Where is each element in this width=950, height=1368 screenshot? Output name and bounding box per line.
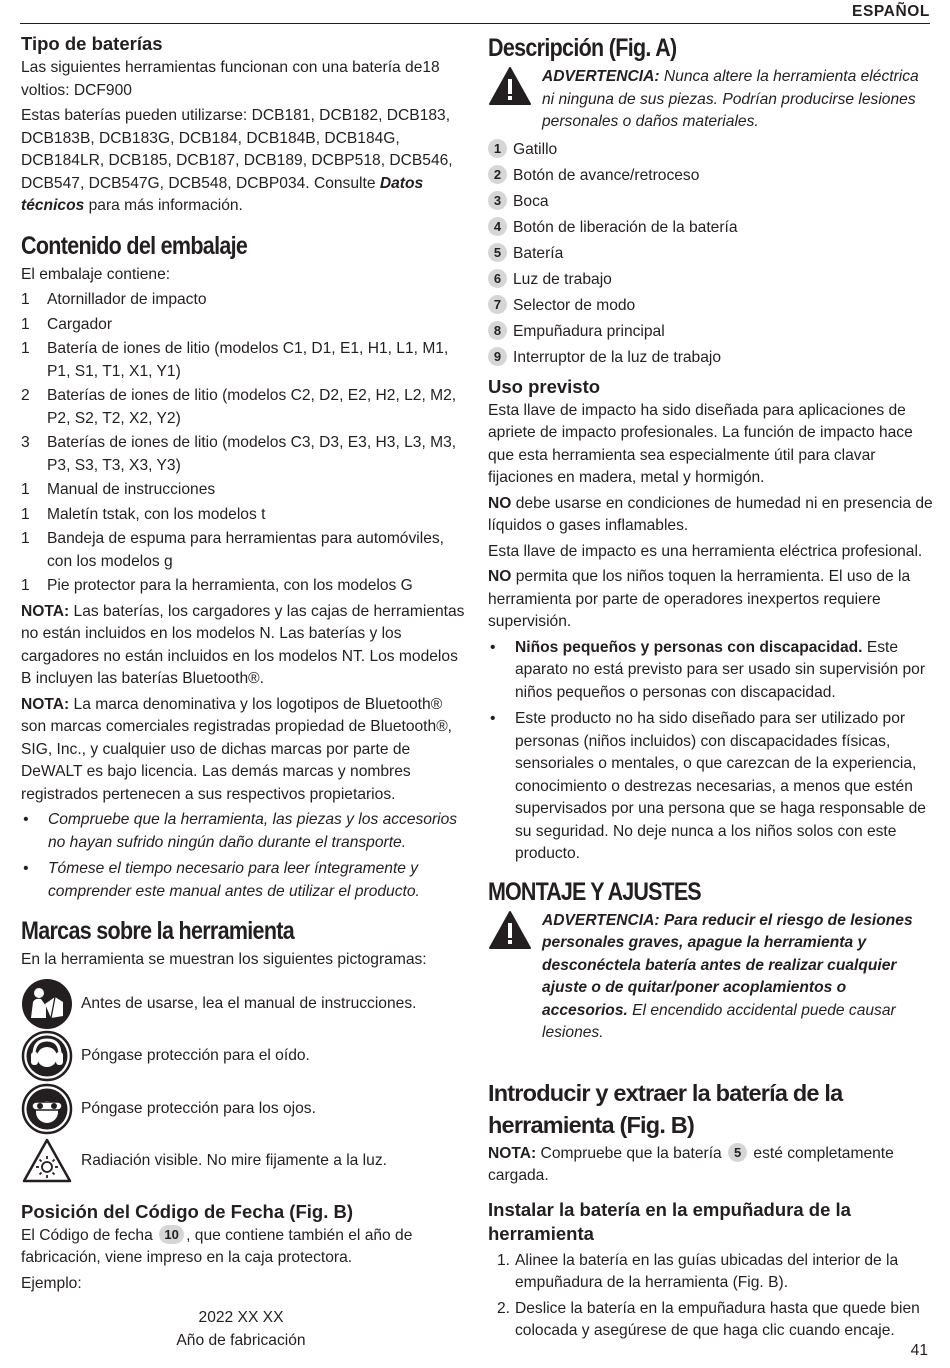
date-code-example — [21, 1307, 461, 1352]
date-code-title: Posición del Código de Fecha (Fig. B) — [21, 1200, 353, 1222]
left-column — [21, 32, 466, 1352]
markings-title: Marcas sobre la herramienta — [21, 917, 295, 945]
battery-types-p1: Las siguientes herramientas funcionan con una batería de18 voltios: DCF900 — [21, 59, 440, 99]
list-item: 1 Batería de iones de litio (modelos C1, D1, E1, H1, L1, M1, P1, S1, T1, X1, Y1) — [21, 340, 449, 380]
warning-icon — [488, 66, 532, 106]
intended-use-bullets — [488, 637, 933, 866]
battery-badge: 5 — [728, 1143, 747, 1162]
list-item: 4 Botón de liberación de la batería — [488, 215, 933, 241]
date-code-badge: 10 — [159, 1225, 184, 1244]
read-manual-icon — [21, 978, 73, 1030]
language-label: ESPAÑOL — [852, 3, 930, 20]
list-item: 1 Manual de instrucciones — [21, 481, 216, 498]
warning-icon — [488, 910, 532, 950]
list-item: 2. Deslice la batería en la empuñadura hasta que quede bien colocada y asegúrese de que haga clic cuando encaje. — [497, 1299, 920, 1339]
package-note-1: NOTA: Las baterías, los cargadores y las cajas de herramientas no están incluidos en los modelos N. Las baterías y los cargadores no están incluidos en los modelos NT. Los modelos B incluyen las baterías Bluetooth®. — [21, 602, 465, 687]
list-item: • Niños pequeños y personas con discapacidad. Este aparato no está previsto para ser usado sin supervisión por niños pequeños o personas con discapacidad. — [488, 637, 933, 705]
package-intro: El embalaje contiene: — [21, 265, 171, 283]
assembly-title: MONTAJE Y AJUSTES — [488, 877, 701, 906]
ear-protection-icon — [21, 1030, 73, 1082]
list-item: 3 Boca — [488, 189, 933, 215]
intended-use-p1: Esta llave de impacto ha sido diseñada para aplicaciones de apriete de impacto profesionales. La función de impacto hace que esta herramienta sea especialmente útil para clavar fijaciones en madera, metal y hormigón. — [488, 401, 913, 486]
intended-use-p2: NO debe usarse en condiciones de humedad ni en presencia de líquidos o gases inflamables. — [488, 494, 933, 534]
intended-use-title: Uso previsto — [488, 375, 601, 397]
pictogram-row — [21, 1083, 466, 1136]
assembly-warning: ADVERTENCIA: Para reducir el riesgo de lesiones personales graves, apague la herramienta y desconéctela batería antes de realizar cualquier ajuste o de quitar/poner acoplamientos o accesorios. El encendido accidental puede causar lesiones. — [488, 910, 933, 1045]
list-item: • Tómese el tiempo necesario para leer íntegramente y comprender este manual antes de utilizar el producto. — [21, 858, 466, 903]
pictogram-text: Póngase protección para el oído. — [81, 1047, 310, 1065]
install-steps — [488, 1250, 933, 1343]
example-caption: Año de fabricación — [176, 1331, 306, 1349]
list-item: 1 Bandeja de espuma para herramientas para automóviles, con los modelos g — [21, 530, 445, 570]
list-item: 1 Atornillador de impacto — [21, 291, 207, 308]
intended-use-p3: Esta llave de impacto es una herramienta eléctrica profesional. — [488, 542, 923, 560]
markings-intro: En la herramienta se muestran los siguientes pictogramas: — [21, 951, 427, 968]
package-bullets — [21, 809, 466, 903]
eye-protection-icon — [21, 1083, 73, 1135]
package-list — [21, 289, 466, 598]
tech-data-ref: Datos técnicos — [21, 174, 424, 214]
list-item: 5 Batería — [488, 241, 933, 267]
pictogram-row — [21, 1135, 466, 1188]
right-column — [488, 32, 933, 1346]
list-item: 1 Gatillo — [488, 137, 933, 163]
pictogram-row — [21, 1030, 466, 1083]
list-item: • Compruebe que la herramienta, las piezas y los accesorios no hayan sufrido ningún daño durante el transporte. — [21, 809, 466, 854]
example-label: Ejemplo: — [21, 1274, 82, 1292]
list-item: 6 Luz de trabajo — [488, 267, 933, 293]
list-item: 3 Baterías de iones de litio (modelos C3, D3, E3, H3, L3, M3, P3, S3, T3, X3, Y3) — [21, 434, 457, 474]
header-rule — [20, 0, 930, 24]
list-item: 2 Baterías de iones de litio (modelos C2, D2, E2, H2, L2, M2, P2, S2, T2, X2, Y2) — [21, 387, 457, 427]
package-title: Contenido del embalaje — [21, 231, 248, 260]
description-title: Descripción (Fig. A) — [488, 34, 677, 62]
battery-types-p2: Estas baterías pueden utilizarse: DCB181, DCB182, DCB183, DCB183B, DCB183G, DCB184, DCB184B, DCB184G, DCB184LR, DCB185, DCB187, DCB189, DCBP518, DCB546, DCB547, DCB547G, DCB548, DCBP034. Consulte Datos técnicos para más información. — [21, 107, 453, 214]
list-item: 1. Alinee la batería en las guías ubicadas del interior de la empuñadura de la herramienta (Fig. B). — [497, 1251, 899, 1291]
list-item: 1 Maletín tstak, con los modelos t — [21, 505, 266, 523]
list-item: 8 Empuñadura principal — [488, 319, 933, 345]
list-item: 7 Selector de modo — [488, 293, 933, 319]
pictogram-text: Radiación visible. No mire fijamente a la luz. — [81, 1152, 387, 1170]
visible-radiation-icon — [21, 1135, 73, 1187]
list-item: • Este producto no ha sido diseñado para ser utilizado por personas (niños incluidos) con discapacidades físicas, sensoriales o mentales, o que carezcan de la experiencia, conocimiento o destrezas necesarias, a menos que estén supervisados por una persona que se haga responsable de su seguridad. No deje nunca a los niños solos con este producto. — [488, 708, 933, 866]
install-battery-subtitle: Instalar la batería en la empuñadura de la herramienta — [488, 1198, 851, 1244]
description-warning: ADVERTENCIA: Nunca altere la herramienta eléctrica ni ninguna de sus piezas. Podrían producirse lesiones personales o daños materiales. — [488, 66, 933, 134]
list-item: 2 Botón de avance/retroceso — [488, 163, 933, 189]
list-item: 1 Cargador — [21, 315, 113, 333]
pictogram-text: Póngase protección para los ojos. — [81, 1099, 316, 1117]
list-item: 1 Pie protector para la herramienta, con los modelos G — [21, 577, 413, 594]
battery-types-title: Tipo de baterías — [21, 33, 163, 54]
battery-insert-note: NOTA: Compruebe que la batería 5 esté completamente cargada. — [488, 1144, 894, 1184]
package-note-2: NOTA: La marca denominativa y los logotipos de Bluetooth® son marcas comerciales registradas propiedad de Bluetooth®, SIG, Inc., y cualquier uso de dichas marcas por parte de DeWALT es bajo licencia. Las demás marcas y nombres registrados pertenecen a sus respectivos propietarios. — [21, 695, 453, 803]
list-item: 9 Interruptor de la luz de trabajo — [488, 345, 933, 371]
pictogram-text: Antes de usarse, lea el manual de instrucciones. — [81, 994, 417, 1012]
date-code-text: El Código de fecha 10 , que contiene también el año de fabricación, viene impreso en la caja protectora. — [21, 1226, 413, 1266]
intended-use-p4: NO permita que los niños toquen la herramienta. El uso de la herramienta por parte de operadores inexpertos requiere supervisión. — [488, 568, 911, 630]
example-value: 2022 XX XX — [198, 1309, 284, 1326]
pictogram-row — [21, 978, 466, 1031]
parts-list — [488, 137, 933, 371]
battery-insert-title: Introducir y extraer la batería de la herramienta (Fig. B) — [488, 1079, 843, 1138]
page-number: 41 — [910, 1342, 928, 1359]
